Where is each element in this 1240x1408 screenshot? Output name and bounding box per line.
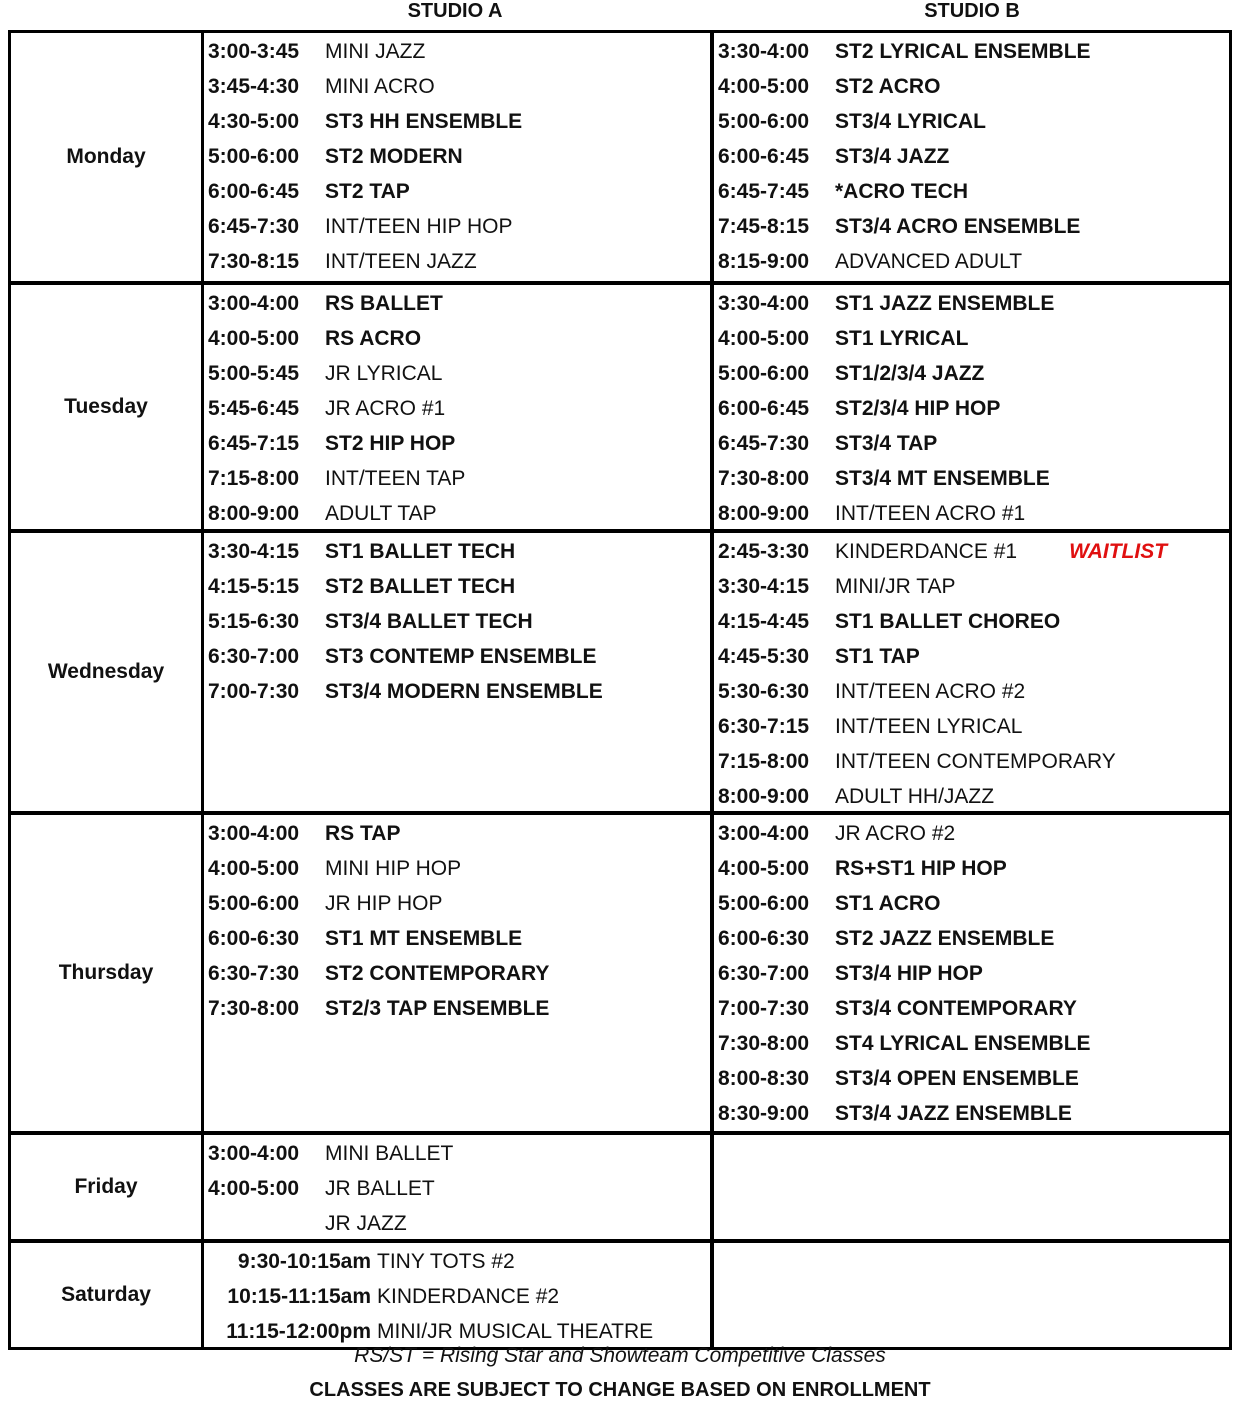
class-time: 9:30-10:15am <box>237 1249 371 1273</box>
class-name: ST4 LYRICAL ENSEMBLE <box>835 1031 1091 1055</box>
class-time: 4:15-5:15 <box>208 574 300 598</box>
class-name: ST3/4 LYRICAL <box>835 109 986 133</box>
class-name: ST3/4 JAZZ <box>835 144 950 168</box>
class-name: ST1 BALLET CHOREO <box>835 609 1061 633</box>
class-time: 8:00-8:30 <box>718 1066 810 1090</box>
class-entry <box>204 604 710 639</box>
class-entry <box>204 104 710 139</box>
class-name: ST1 BALLET TECH <box>325 539 516 563</box>
class-name: ST2 JAZZ ENSEMBLE <box>835 926 1055 950</box>
class-entry <box>714 321 1229 356</box>
class-name: ST2 BALLET TECH <box>325 574 516 598</box>
class-time: 4:00-5:00 <box>718 74 810 98</box>
class-name: JR LYRICAL <box>325 361 443 385</box>
class-entry <box>714 744 1229 779</box>
schedule-table <box>8 30 1232 1350</box>
class-name: ADVANCED ADULT <box>835 249 1023 273</box>
class-name: JR ACRO #1 <box>325 396 446 420</box>
class-time: 8:00-9:00 <box>718 501 810 525</box>
class-entry <box>714 244 1229 279</box>
class-name: ST1 ACRO <box>835 891 941 915</box>
class-time: 6:45-7:15 <box>208 431 300 455</box>
studio-a-cell <box>204 815 714 1131</box>
class-time: 6:45-7:30 <box>718 431 810 455</box>
class-name: ST3/4 HIP HOP <box>835 961 983 985</box>
class-entry <box>204 569 710 604</box>
class-time: 7:45-8:15 <box>718 214 810 238</box>
class-name: ST3 CONTEMP ENSEMBLE <box>325 644 597 668</box>
class-name: MINI/JR MUSICAL THEATRE <box>377 1319 654 1343</box>
class-time: 6:30-7:30 <box>208 961 300 985</box>
class-entry <box>714 604 1229 639</box>
class-time: 4:00-5:00 <box>208 856 300 880</box>
studio-a-cell <box>204 285 714 529</box>
day-row-thursday <box>11 811 1229 1131</box>
class-entry <box>714 209 1229 244</box>
class-name: MINI BALLET <box>325 1141 454 1165</box>
class-entry <box>204 956 710 991</box>
class-time: 4:00-5:00 <box>718 326 810 350</box>
studio-a-cell <box>204 1135 714 1239</box>
class-name: ST3/4 BALLET TECH <box>325 609 533 633</box>
studio-a-cell <box>204 1243 714 1347</box>
class-time: 5:00-6:00 <box>208 891 300 915</box>
class-name: JR JAZZ <box>325 1211 407 1235</box>
class-entry <box>714 674 1229 709</box>
studio-a-cell <box>204 33 714 281</box>
class-time: 6:00-6:45 <box>208 179 300 203</box>
class-entry <box>204 356 710 391</box>
class-name: ST1 JAZZ ENSEMBLE <box>835 291 1055 315</box>
studio-a-header: STUDIO A <box>407 0 503 22</box>
class-time: 7:15-8:00 <box>208 466 300 490</box>
class-name: RS BALLET <box>325 291 443 315</box>
class-entry <box>714 356 1229 391</box>
class-time: 2:45-3:30 <box>718 539 810 563</box>
day-row-friday <box>11 1131 1229 1239</box>
class-entry <box>714 991 1229 1026</box>
studio-b-cell <box>714 285 1229 529</box>
enrollment-notice: CLASSES ARE SUBJECT TO CHANGE BASED ON ENROLLMENT <box>309 1379 931 1401</box>
class-entry <box>714 709 1229 744</box>
class-time: 5:00-6:00 <box>718 891 810 915</box>
class-entry <box>204 496 710 531</box>
class-time: 3:30-4:15 <box>718 574 810 598</box>
class-entry <box>714 34 1229 69</box>
class-entry <box>204 139 710 174</box>
class-name: ADULT HH/JAZZ <box>835 784 995 808</box>
class-name: ST3/4 MT ENSEMBLE <box>835 466 1050 490</box>
class-time: 8:30-9:00 <box>718 1101 810 1125</box>
class-time: 5:00-6:00 <box>208 144 300 168</box>
class-name: ST1 MT ENSEMBLE <box>325 926 523 950</box>
class-name: INT/TEEN CONTEMPORARY <box>835 749 1116 773</box>
class-entry <box>204 1171 710 1206</box>
class-name: KINDERDANCE #1 <box>835 539 1018 563</box>
class-name: ST3/4 ACRO ENSEMBLE <box>835 214 1081 238</box>
studio-b-header: STUDIO B <box>924 0 1020 22</box>
class-time: 11:15-12:00pm <box>226 1319 371 1343</box>
class-entry <box>714 779 1229 814</box>
class-name: JR HIP HOP <box>325 891 443 915</box>
class-entry <box>714 461 1229 496</box>
class-entry <box>204 426 710 461</box>
class-entry <box>714 426 1229 461</box>
day-row-tuesday <box>11 281 1229 529</box>
class-entry <box>204 991 710 1026</box>
class-name: MINI ACRO <box>325 74 435 98</box>
studio-b-cell <box>714 33 1229 281</box>
class-name: ST3/4 OPEN ENSEMBLE <box>835 1066 1079 1090</box>
class-time: 6:30-7:00 <box>208 644 300 668</box>
class-name: ST1/2/3/4 JAZZ <box>835 361 985 385</box>
class-name: ST1 TAP <box>835 644 920 668</box>
class-time: 4:00-5:00 <box>208 326 300 350</box>
class-entry <box>714 886 1229 921</box>
class-entry <box>204 674 710 709</box>
studio-b-cell <box>714 815 1229 1131</box>
class-name: INT/TEEN LYRICAL <box>835 714 1023 738</box>
class-name: ST3/4 CONTEMPORARY <box>835 996 1077 1020</box>
class-time: 3:30-4:15 <box>208 539 300 563</box>
day-label: Wednesday <box>11 533 204 811</box>
class-time: 6:45-7:30 <box>208 214 300 238</box>
class-entry <box>204 174 710 209</box>
class-time: 6:30-7:00 <box>718 961 810 985</box>
class-time: 7:30-8:15 <box>208 249 300 273</box>
class-entry <box>714 1061 1229 1096</box>
class-time: 8:15-9:00 <box>718 249 810 273</box>
class-name: ST2 TAP <box>325 179 410 203</box>
class-entry <box>204 321 710 356</box>
class-name: RS ACRO <box>325 326 422 350</box>
class-entry <box>204 391 710 426</box>
class-time: 7:00-7:30 <box>208 679 300 703</box>
class-name: INT/TEEN ACRO #1 <box>835 501 1026 525</box>
class-entry <box>204 286 710 321</box>
class-name: ST2 HIP HOP <box>325 431 456 455</box>
day-row-monday <box>11 33 1229 281</box>
class-entry <box>714 569 1229 604</box>
class-time: 4:30-5:00 <box>208 109 300 133</box>
class-entry <box>714 496 1229 531</box>
class-name: ST3/4 JAZZ ENSEMBLE <box>835 1101 1072 1125</box>
class-time: 5:00-6:00 <box>718 109 810 133</box>
studio-b-cell <box>714 1243 1229 1347</box>
class-time: 4:45-5:30 <box>718 644 810 668</box>
class-entry <box>204 639 710 674</box>
class-name: ST2 MODERN <box>325 144 463 168</box>
class-name: MINI HIP HOP <box>325 856 462 880</box>
class-entry <box>204 886 710 921</box>
class-entry <box>714 816 1229 851</box>
class-time: 6:30-7:15 <box>718 714 810 738</box>
day-label: Monday <box>11 33 204 281</box>
class-entry <box>204 69 710 104</box>
class-entry <box>204 851 710 886</box>
class-name: ST2 LYRICAL ENSEMBLE <box>835 39 1091 63</box>
class-time: 7:00-7:30 <box>718 996 810 1020</box>
day-label: Saturday <box>11 1243 204 1347</box>
class-entry <box>204 1244 710 1279</box>
class-entry <box>714 1026 1229 1061</box>
class-time: 3:00-4:00 <box>208 291 300 315</box>
class-time: 7:30-8:00 <box>718 466 810 490</box>
class-time: 5:30-6:30 <box>718 679 810 703</box>
class-name: JR ACRO #2 <box>835 821 956 845</box>
class-time: 6:45-7:45 <box>718 179 810 203</box>
class-entry <box>204 34 710 69</box>
class-time: 4:00-5:00 <box>208 1176 300 1200</box>
class-name: RS TAP <box>325 821 401 845</box>
class-time: 7:30-8:00 <box>718 1031 810 1055</box>
class-entry <box>204 461 710 496</box>
class-name: INT/TEEN TAP <box>325 466 466 490</box>
class-entry <box>714 851 1229 886</box>
class-time: 3:45-4:30 <box>208 74 300 98</box>
day-label: Tuesday <box>11 285 204 529</box>
class-time: 6:00-6:45 <box>718 396 810 420</box>
class-time: 5:15-6:30 <box>208 609 300 633</box>
class-name: INT/TEEN JAZZ <box>325 249 477 273</box>
class-entry <box>714 69 1229 104</box>
class-time: 4:00-5:00 <box>718 856 810 880</box>
waitlist-badge: WAITLIST <box>1069 539 1168 563</box>
class-time: 5:00-5:45 <box>208 361 300 385</box>
class-entry <box>204 1206 710 1241</box>
class-entry <box>714 534 1229 569</box>
class-name: ST3 HH ENSEMBLE <box>325 109 523 133</box>
class-entry <box>204 244 710 279</box>
class-entry <box>204 921 710 956</box>
class-entry <box>204 209 710 244</box>
class-entry <box>714 639 1229 674</box>
class-name: ST2/3 TAP ENSEMBLE <box>325 996 550 1020</box>
class-time: 6:00-6:30 <box>208 926 300 950</box>
class-name: KINDERDANCE #2 <box>377 1284 560 1308</box>
class-entry <box>204 1279 710 1314</box>
class-time: 3:00-4:00 <box>208 1141 300 1165</box>
class-name: ST2/3/4 HIP HOP <box>835 396 1001 420</box>
class-entry <box>714 921 1229 956</box>
class-name: JR BALLET <box>325 1176 435 1200</box>
class-time: 3:00-4:00 <box>208 821 300 845</box>
class-time: 3:30-4:00 <box>718 291 810 315</box>
class-entry <box>714 391 1229 426</box>
class-time: 8:00-9:00 <box>208 501 300 525</box>
day-label: Friday <box>11 1135 204 1239</box>
studio-b-cell <box>714 1135 1229 1239</box>
class-entry <box>714 956 1229 991</box>
class-time: 5:45-6:45 <box>208 396 300 420</box>
class-entry <box>714 104 1229 139</box>
class-entry <box>714 139 1229 174</box>
class-entry <box>204 1136 710 1171</box>
class-name: *ACRO TECH <box>835 179 969 203</box>
class-time: 7:15-8:00 <box>718 749 810 773</box>
class-name: MINI JAZZ <box>325 39 426 63</box>
class-name: ST3/4 TAP <box>835 431 938 455</box>
class-name: ST2 ACRO <box>835 74 941 98</box>
class-time: 6:00-6:30 <box>718 926 810 950</box>
class-name: MINI/JR TAP <box>835 574 956 598</box>
day-row-wednesday <box>11 529 1229 811</box>
class-name: ST2 CONTEMPORARY <box>325 961 550 985</box>
class-time: 4:15-4:45 <box>718 609 810 633</box>
class-name: INT/TEEN HIP HOP <box>325 214 513 238</box>
class-time: 3:00-4:00 <box>718 821 810 845</box>
class-time: 3:00-3:45 <box>208 39 300 63</box>
class-name: ST1 LYRICAL <box>835 326 969 350</box>
legend-note: RS/ST = Rising Star and Showteam Competitive Classes <box>354 1344 886 1367</box>
class-time: 6:00-6:45 <box>718 144 810 168</box>
studio-a-cell <box>204 533 714 811</box>
class-name: TINY TOTS #2 <box>377 1249 515 1273</box>
class-time: 3:30-4:00 <box>718 39 810 63</box>
class-entry <box>714 286 1229 321</box>
class-time: 10:15-11:15am <box>227 1284 371 1308</box>
class-entry <box>204 816 710 851</box>
class-entry <box>714 1096 1229 1131</box>
class-name: ST3/4 MODERN ENSEMBLE <box>325 679 603 703</box>
class-entry <box>714 174 1229 209</box>
day-row-saturday <box>11 1239 1229 1347</box>
studio-b-cell <box>714 533 1229 811</box>
class-entry <box>204 534 710 569</box>
class-time: 7:30-8:00 <box>208 996 300 1020</box>
class-name: INT/TEEN ACRO #2 <box>835 679 1026 703</box>
class-name: RS+ST1 HIP HOP <box>835 856 1007 880</box>
class-name: ADULT TAP <box>325 501 437 525</box>
class-time: 5:00-6:00 <box>718 361 810 385</box>
day-label: Thursday <box>11 815 204 1131</box>
class-time: 8:00-9:00 <box>718 784 810 808</box>
